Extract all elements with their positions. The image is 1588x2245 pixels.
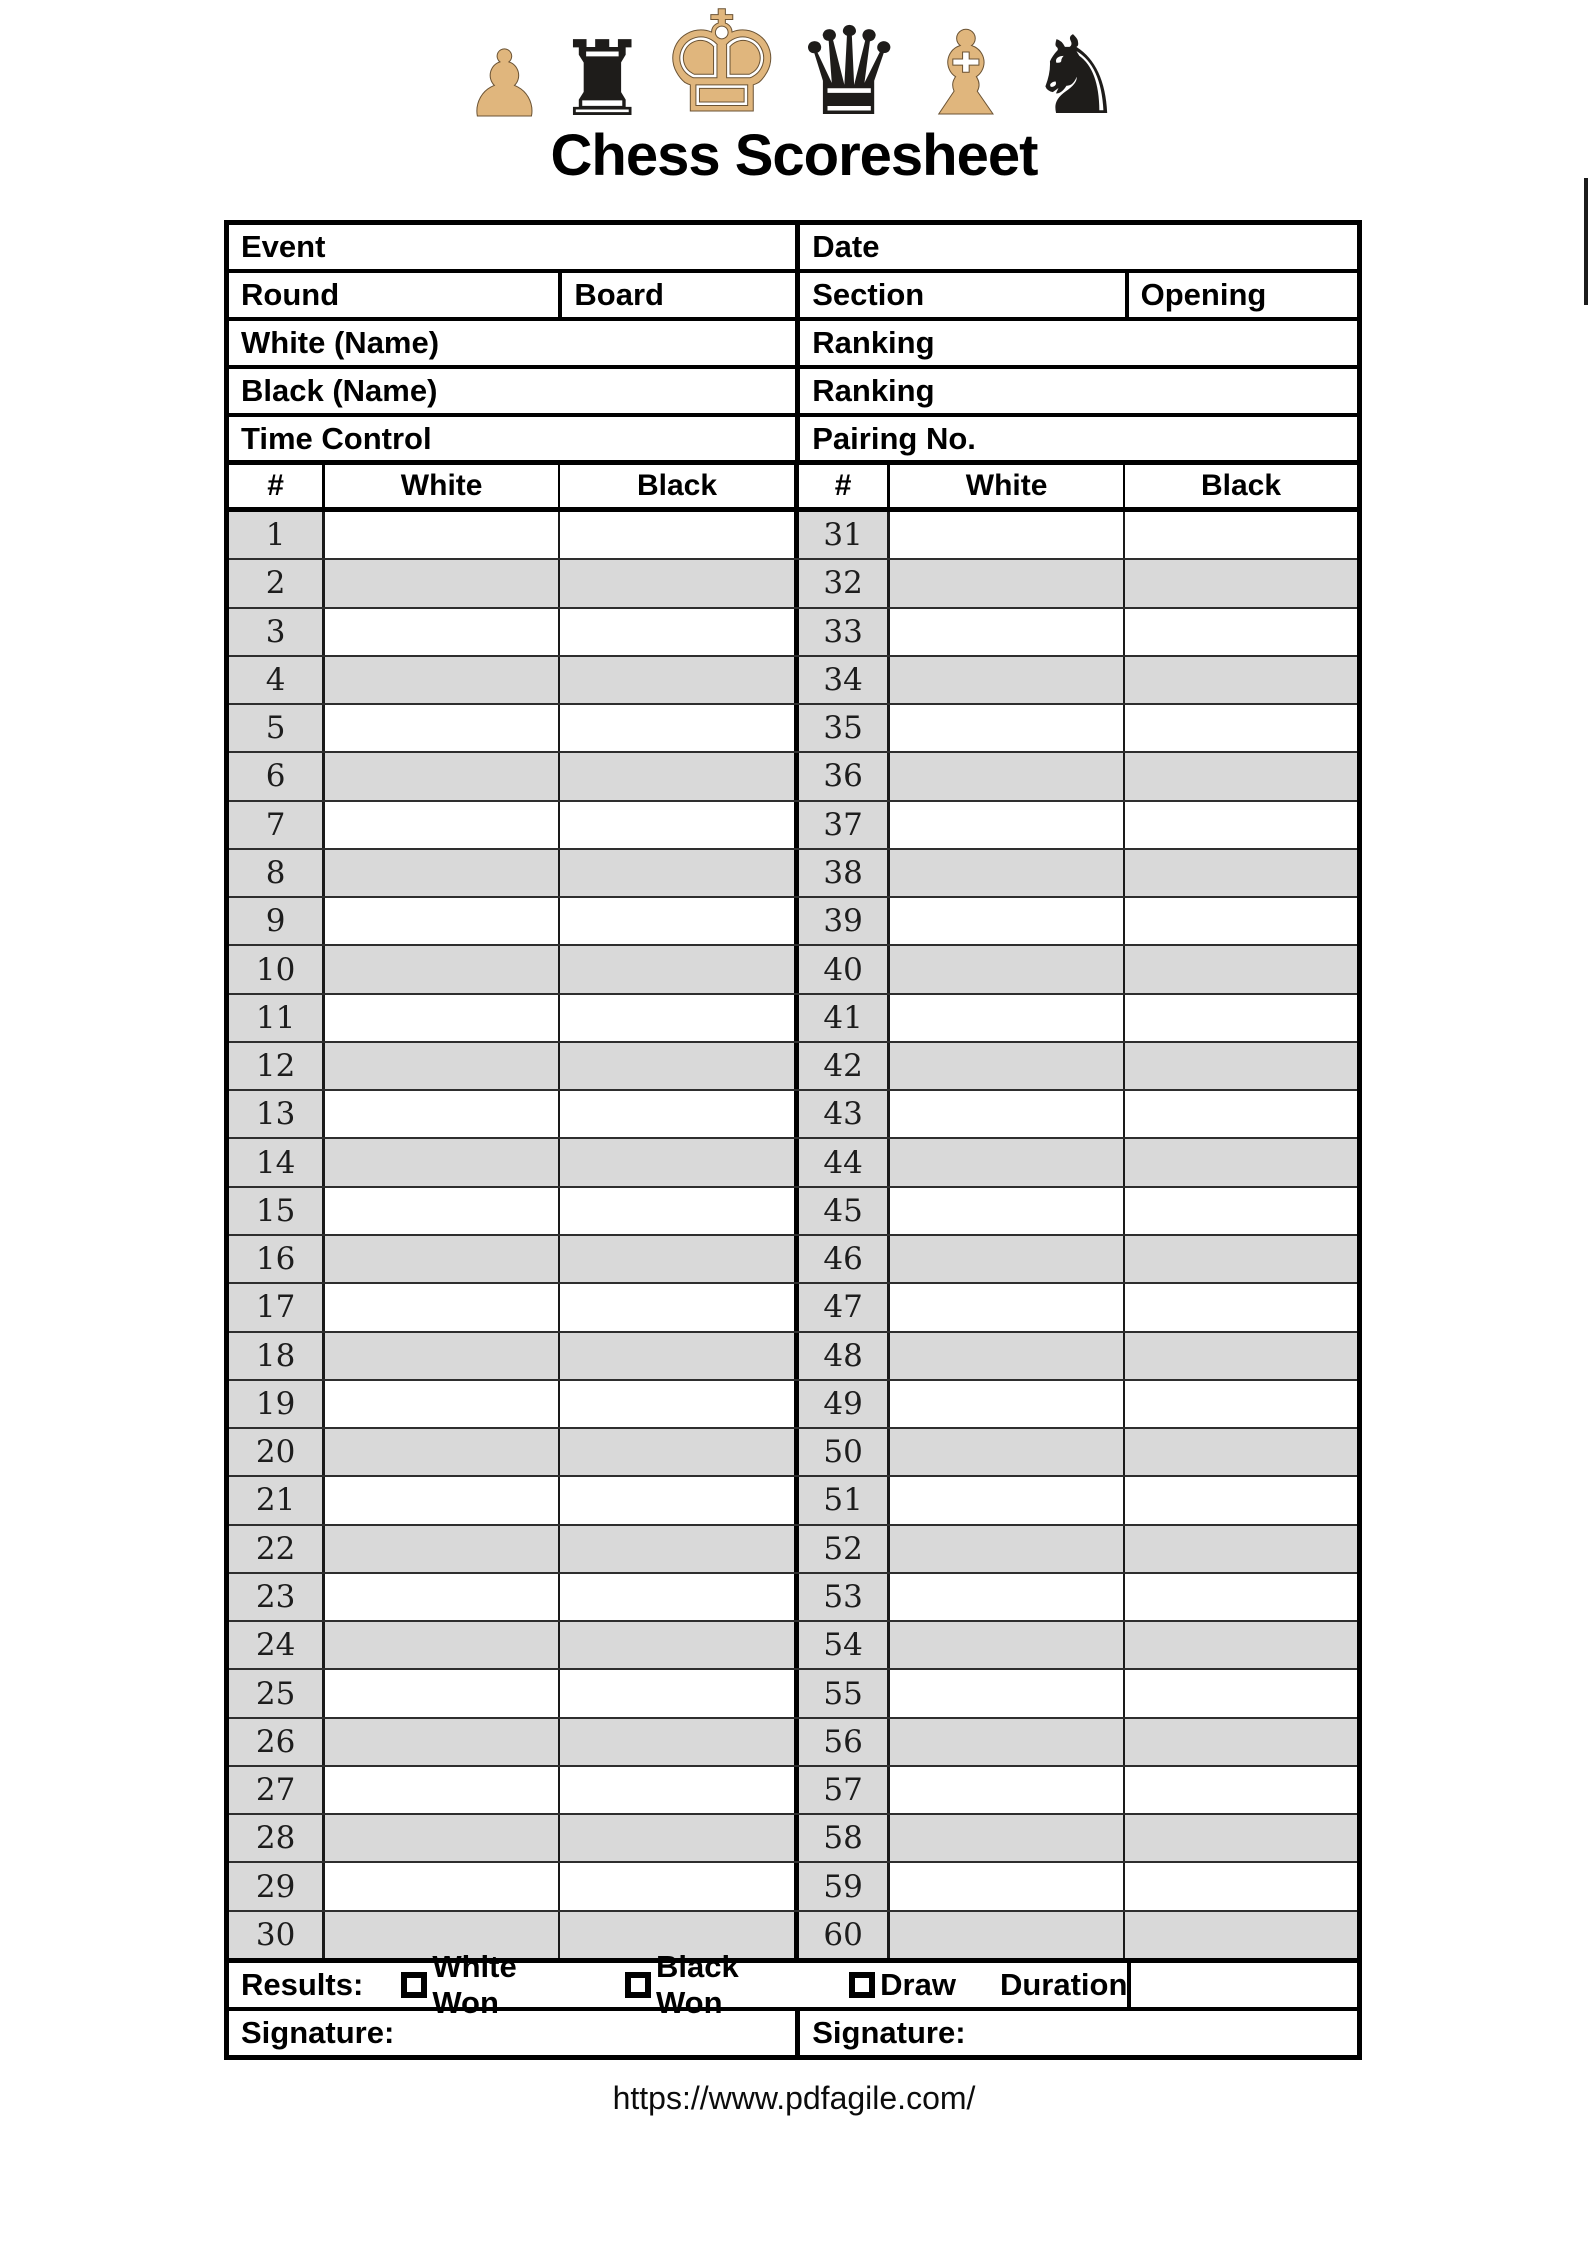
move-cell-white — [322, 609, 558, 655]
black-ranking-field — [795, 369, 1357, 413]
move-number-cell: 19 — [229, 1381, 322, 1427]
move-cell-white — [887, 1719, 1123, 1765]
move-cell-black — [558, 1574, 794, 1620]
move-cell-white — [887, 1863, 1123, 1909]
move-cell-white — [322, 1139, 558, 1185]
move-number-cell: 10 — [229, 946, 322, 992]
move-cell-white — [322, 1574, 558, 1620]
move-cell-white — [887, 802, 1123, 848]
date-label: Date — [812, 229, 880, 264]
move-number-cell: 2 — [229, 560, 322, 606]
move-cell-white — [322, 1815, 558, 1861]
move-row — [229, 607, 1357, 655]
move-cell-white — [322, 1091, 558, 1137]
move-cell-white — [887, 560, 1123, 606]
move-row — [229, 800, 1357, 848]
move-cell-white — [322, 1622, 558, 1668]
form-row-round-board-section-opening — [229, 273, 1357, 321]
move-cell-black — [558, 946, 794, 992]
move-number-cell: 53 — [794, 1574, 887, 1620]
move-row — [229, 655, 1357, 703]
black-name-field — [229, 369, 795, 413]
move-cell-black — [558, 995, 794, 1041]
move-cell-white — [322, 1526, 558, 1572]
draw-label: Draw — [880, 1967, 956, 2002]
move-row — [229, 1861, 1357, 1909]
move-number-cell: 45 — [794, 1188, 887, 1234]
move-cell-white — [322, 850, 558, 896]
move-cell-white — [322, 753, 558, 799]
time-control-label: Time Control — [241, 420, 432, 456]
draw-checkbox[interactable] — [849, 1972, 875, 1998]
move-number-cell: 39 — [794, 898, 887, 944]
move-cell-white — [887, 1043, 1123, 1089]
move-cell-white — [887, 705, 1123, 751]
duration-value-cell — [1131, 1963, 1357, 2007]
draw-option — [849, 1967, 956, 2003]
scrollbar-thumb[interactable] — [1584, 178, 1588, 305]
col-header-num-right: # — [794, 465, 887, 507]
move-cell-white — [887, 1236, 1123, 1282]
white-ranking-field — [795, 321, 1357, 365]
move-cell-black — [1123, 1767, 1357, 1813]
move-row — [229, 1234, 1357, 1282]
move-row — [229, 1379, 1357, 1427]
move-number-cell: 50 — [794, 1429, 887, 1475]
move-cell-white — [322, 1284, 558, 1330]
move-number-cell: 30 — [229, 1912, 322, 1958]
white-won-label: White Won — [432, 1949, 517, 2020]
page-title: Chess Scoresheet — [550, 123, 1038, 188]
move-cell-white — [322, 1477, 558, 1523]
section-label: Section — [812, 277, 925, 312]
move-number-cell: 17 — [229, 1284, 322, 1330]
move-cell-black — [1123, 1574, 1357, 1620]
move-cell-white — [322, 946, 558, 992]
move-cell-black — [558, 1188, 794, 1234]
move-number-cell: 48 — [794, 1333, 887, 1379]
move-cell-black — [558, 1381, 794, 1427]
move-cell-black — [558, 1091, 794, 1137]
move-number-cell: 20 — [229, 1429, 322, 1475]
move-cell-black — [558, 705, 794, 751]
move-cell-black — [1123, 850, 1357, 896]
move-number-cell: 24 — [229, 1622, 322, 1668]
move-cell-black — [558, 1284, 794, 1330]
move-number-cell: 52 — [794, 1526, 887, 1572]
move-cell-black — [1123, 802, 1357, 848]
move-cell-white — [887, 946, 1123, 992]
move-cell-white — [322, 1767, 558, 1813]
results-row — [229, 1949, 1357, 2020]
move-number-cell: 58 — [794, 1815, 887, 1861]
move-cell-black — [1123, 1429, 1357, 1475]
move-number-cell: 18 — [229, 1333, 322, 1379]
move-cell-white — [887, 995, 1123, 1041]
move-row — [229, 1620, 1357, 1668]
move-cell-black — [1123, 995, 1357, 1041]
move-cell-black — [1123, 1091, 1357, 1137]
move-cell-black — [1123, 1863, 1357, 1909]
white-name-field — [229, 321, 795, 365]
move-cell-black — [558, 1670, 794, 1716]
board-field — [558, 273, 795, 317]
move-cell-black — [1123, 1333, 1357, 1379]
move-number-cell: 51 — [794, 1477, 887, 1523]
move-cell-black — [558, 1622, 794, 1668]
scoresheet-table — [224, 220, 1362, 2060]
move-cell-black — [558, 850, 794, 896]
move-cell-white — [887, 1670, 1123, 1716]
move-cell-black — [558, 609, 794, 655]
move-cell-black — [1123, 1815, 1357, 1861]
move-cell-white — [887, 850, 1123, 896]
move-cell-black — [558, 802, 794, 848]
footer-link[interactable]: https://www.pdfagile.com/ — [612, 2080, 976, 2116]
move-cell-black — [1123, 898, 1357, 944]
time-control-field — [229, 417, 795, 460]
move-cell-black — [1123, 1043, 1357, 1089]
move-number-cell: 7 — [229, 802, 322, 848]
black-won-label: Black Won — [655, 1949, 739, 2020]
move-row — [229, 944, 1357, 992]
move-number-cell: 28 — [229, 1815, 322, 1861]
move-cell-white — [322, 1333, 558, 1379]
move-cell-black — [1123, 1622, 1357, 1668]
move-number-cell: 22 — [229, 1526, 322, 1572]
move-cell-black — [558, 753, 794, 799]
round-label: Round — [241, 277, 340, 312]
section-field — [795, 273, 1124, 317]
move-number-cell: 43 — [794, 1091, 887, 1137]
black-name-label: Black (Name) — [241, 373, 438, 408]
bishop-piece-icon: ♝ — [913, 6, 1018, 142]
move-number-cell: 42 — [794, 1043, 887, 1089]
move-number-cell: 1 — [229, 512, 322, 558]
move-cell-white — [887, 1574, 1123, 1620]
move-cell-black — [558, 1863, 794, 1909]
move-number-cell: 46 — [794, 1236, 887, 1282]
move-cell-white — [887, 1477, 1123, 1523]
move-cell-black — [1123, 609, 1357, 655]
move-number-cell: 16 — [229, 1236, 322, 1282]
move-row — [229, 896, 1357, 944]
move-cell-white — [322, 705, 558, 751]
move-cell-black — [558, 1333, 794, 1379]
move-row — [229, 751, 1357, 799]
pawn-piece-icon: ♟ — [463, 30, 546, 138]
signature-white-label: Signature: — [241, 2015, 395, 2050]
form-row-white-ranking — [229, 321, 1357, 369]
move-cell-black — [558, 1477, 794, 1523]
move-number-cell: 8 — [229, 850, 322, 896]
move-cell-white — [322, 1043, 558, 1089]
move-number-cell: 15 — [229, 1188, 322, 1234]
move-cell-black — [1123, 1912, 1357, 1958]
move-number-cell: 47 — [794, 1284, 887, 1330]
form-row-black-ranking — [229, 369, 1357, 417]
move-number-cell: 23 — [229, 1574, 322, 1620]
move-cell-white — [887, 753, 1123, 799]
move-row — [229, 512, 1357, 558]
move-cell-black — [558, 1429, 794, 1475]
col-header-num-left: # — [267, 469, 284, 502]
move-cell-white — [887, 1526, 1123, 1572]
moves-grid — [229, 512, 1357, 1958]
move-number-cell: 37 — [794, 802, 887, 848]
signature-black-field — [795, 2011, 1357, 2055]
move-number-cell: 3 — [229, 609, 322, 655]
move-cell-white — [887, 1188, 1123, 1234]
chess-pieces-image — [0, 0, 1588, 146]
move-row — [229, 848, 1357, 896]
event-field — [229, 225, 795, 269]
move-cell-black — [558, 1719, 794, 1765]
move-number-cell: 29 — [229, 1863, 322, 1909]
move-cell-black — [558, 1526, 794, 1572]
move-row — [229, 1668, 1357, 1716]
move-cell-white — [887, 1139, 1123, 1185]
rook-piece-icon: ♜ — [555, 17, 649, 140]
move-number-cell: 13 — [229, 1091, 322, 1137]
move-cell-white — [887, 1429, 1123, 1475]
move-cell-white — [887, 1333, 1123, 1379]
move-cell-white — [322, 657, 558, 703]
board-label: Board — [574, 277, 664, 312]
move-number-cell: 60 — [794, 1912, 887, 1958]
move-cell-black — [1123, 560, 1357, 606]
opening-field — [1125, 273, 1357, 317]
move-cell-black — [558, 1236, 794, 1282]
results-left-cell — [229, 1949, 1131, 2020]
move-number-cell: 44 — [794, 1139, 887, 1185]
move-cell-white — [322, 1863, 558, 1909]
move-cell-white — [322, 1381, 558, 1427]
move-number-cell: 12 — [229, 1043, 322, 1089]
form-row-event-date — [229, 225, 1357, 273]
move-cell-white — [887, 1767, 1123, 1813]
move-cell-black — [558, 1043, 794, 1089]
pairing-no-field — [795, 417, 1357, 460]
move-number-cell: 27 — [229, 1767, 322, 1813]
move-cell-white — [887, 1284, 1123, 1330]
move-cell-black — [1123, 1670, 1357, 1716]
move-number-cell: 11 — [229, 995, 322, 1041]
move-cell-black — [1123, 1381, 1357, 1427]
move-number-cell: 31 — [794, 512, 887, 558]
move-row — [229, 1765, 1357, 1813]
move-row — [229, 1041, 1357, 1089]
move-cell-white — [887, 657, 1123, 703]
opening-label: Opening — [1140, 277, 1267, 312]
move-number-cell: 33 — [794, 609, 887, 655]
move-cell-black — [558, 657, 794, 703]
move-cell-white — [887, 1815, 1123, 1861]
move-cell-black — [1123, 705, 1357, 751]
move-row — [229, 1524, 1357, 1572]
move-cell-black — [558, 898, 794, 944]
signature-black-label: Signature: — [812, 2015, 966, 2050]
move-cell-white — [887, 512, 1123, 558]
move-number-cell: 49 — [794, 1381, 887, 1427]
move-cell-black — [1123, 657, 1357, 703]
move-row — [229, 1282, 1357, 1330]
move-number-cell: 59 — [794, 1863, 887, 1909]
move-cell-black — [558, 560, 794, 606]
move-cell-white — [887, 898, 1123, 944]
pairing-no-label: Pairing No. — [812, 420, 976, 456]
event-label: Event — [241, 229, 326, 264]
move-cell-black — [558, 1815, 794, 1861]
move-cell-black — [1123, 1188, 1357, 1234]
black-ranking-label: Ranking — [812, 373, 935, 408]
move-cell-black — [1123, 753, 1357, 799]
move-number-cell: 35 — [794, 705, 887, 751]
move-cell-white — [887, 1912, 1123, 1958]
move-row — [229, 1137, 1357, 1185]
col-header-white-right: White — [887, 465, 1123, 507]
col-header-black-left: Black — [558, 465, 794, 507]
move-row — [229, 1717, 1357, 1765]
move-cell-black — [1123, 1719, 1357, 1765]
move-cell-white — [887, 1381, 1123, 1427]
move-row — [229, 1427, 1357, 1475]
move-row — [229, 1186, 1357, 1234]
move-number-cell: 57 — [794, 1767, 887, 1813]
move-cell-white — [322, 1429, 558, 1475]
black-won-checkbox[interactable] — [625, 1972, 651, 1998]
moves-column-header — [229, 465, 1357, 512]
move-number-cell: 9 — [229, 898, 322, 944]
move-cell-white — [322, 560, 558, 606]
king-piece-icon: ♚ — [659, 0, 785, 146]
move-number-cell: 6 — [229, 753, 322, 799]
move-row — [229, 1813, 1357, 1861]
move-number-cell: 54 — [794, 1622, 887, 1668]
move-number-cell: 14 — [229, 1139, 322, 1185]
white-name-label: White (Name) — [241, 325, 440, 360]
col-header-black-right: Black — [1123, 465, 1357, 507]
signature-row — [229, 2007, 1357, 2055]
move-row — [229, 1572, 1357, 1620]
move-cell-black — [1123, 1477, 1357, 1523]
move-cell-white — [322, 802, 558, 848]
move-row — [229, 993, 1357, 1041]
move-number-cell: 21 — [229, 1477, 322, 1523]
move-cell-black — [558, 512, 794, 558]
move-row — [229, 1331, 1357, 1379]
white-ranking-label: Ranking — [812, 325, 935, 360]
move-cell-black — [1123, 1236, 1357, 1282]
move-cell-white — [322, 898, 558, 944]
move-row — [229, 558, 1357, 606]
move-cell-black — [558, 1767, 794, 1813]
move-number-cell: 40 — [794, 946, 887, 992]
white-won-checkbox[interactable] — [401, 1972, 427, 1998]
move-number-cell: 38 — [794, 850, 887, 896]
date-field — [795, 225, 1357, 269]
move-cell-white — [322, 1236, 558, 1282]
move-cell-black — [1123, 946, 1357, 992]
move-cell-black — [1123, 512, 1357, 558]
move-cell-white — [322, 995, 558, 1041]
signature-white-field — [229, 2011, 795, 2055]
move-number-cell: 36 — [794, 753, 887, 799]
move-number-cell: 4 — [229, 657, 322, 703]
move-number-cell: 5 — [229, 705, 322, 751]
round-field — [229, 273, 558, 317]
move-number-cell: 56 — [794, 1719, 887, 1765]
move-number-cell: 55 — [794, 1670, 887, 1716]
move-cell-white — [887, 1622, 1123, 1668]
knight-piece-icon: ♞ — [1027, 14, 1125, 140]
move-cell-white — [887, 609, 1123, 655]
move-cell-white — [322, 1670, 558, 1716]
results-label: Results: — [241, 1967, 364, 2002]
form-row-timecontrol-pairing — [229, 417, 1357, 465]
move-number-cell: 26 — [229, 1719, 322, 1765]
move-row — [229, 703, 1357, 751]
move-cell-white — [322, 1719, 558, 1765]
move-cell-black — [1123, 1526, 1357, 1572]
move-cell-black — [558, 1139, 794, 1185]
move-cell-black — [1123, 1284, 1357, 1330]
move-row — [229, 1475, 1357, 1523]
move-cell-white — [322, 1188, 558, 1234]
move-number-cell: 41 — [794, 995, 887, 1041]
move-number-cell: 32 — [794, 560, 887, 606]
queen-piece-icon: ♛ — [794, 0, 904, 143]
move-row — [229, 1089, 1357, 1137]
move-number-cell: 34 — [794, 657, 887, 703]
col-header-white-left: White — [322, 465, 558, 507]
duration-label: Duration — [999, 1967, 1128, 2002]
move-number-cell: 25 — [229, 1670, 322, 1716]
move-cell-white — [887, 1091, 1123, 1137]
move-cell-white — [322, 512, 558, 558]
move-cell-black — [1123, 1139, 1357, 1185]
